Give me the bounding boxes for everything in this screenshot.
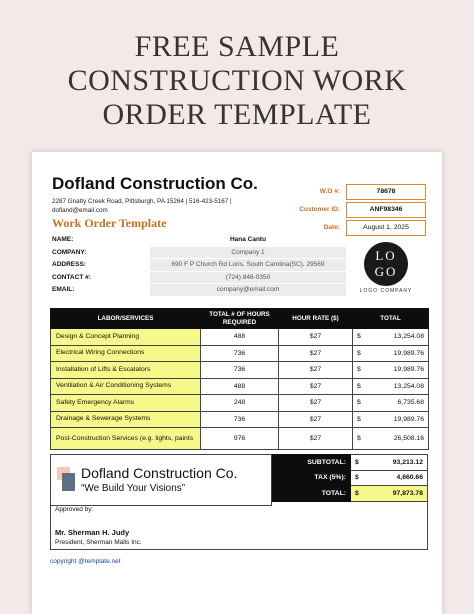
customer-row-email bbox=[52, 284, 348, 297]
table-row bbox=[51, 345, 429, 362]
row-total: 13,254.08 bbox=[393, 382, 424, 390]
column-header: HOUR RATE ($) bbox=[279, 309, 353, 329]
approver-role: President, Sherman Malls Inc. bbox=[55, 539, 142, 546]
customer-row-name bbox=[52, 234, 348, 247]
hours-cell[interactable]: 736 bbox=[201, 345, 279, 362]
subtotal-value: 93,213.12 bbox=[392, 458, 423, 466]
hours-cell[interactable]: 976 bbox=[201, 428, 279, 450]
field-label: CONTACT #: bbox=[52, 273, 91, 281]
meta-row-wo bbox=[292, 184, 426, 200]
field-label: EMAIL: bbox=[52, 286, 75, 293]
table-row bbox=[51, 329, 429, 346]
row-total: 26,508.16 bbox=[393, 435, 424, 442]
brand-logo-icon bbox=[57, 467, 77, 493]
company-email: dofland@email.com bbox=[52, 207, 108, 214]
approval-section bbox=[50, 500, 428, 550]
grand-total-label: TOTAL: bbox=[273, 486, 351, 502]
company-address: 2287 Gnatty Creek Road, Pittsburgh, PA 15264 | 516-423-5167 | bbox=[52, 198, 232, 205]
rate-cell[interactable]: $27 bbox=[279, 428, 353, 450]
headline-line-3: ORDER TEMPLATE bbox=[102, 98, 372, 131]
work-order-sheet bbox=[32, 152, 442, 614]
brand-logo-square-slate bbox=[62, 473, 75, 491]
page-headline bbox=[0, 30, 474, 132]
order-meta bbox=[292, 184, 426, 238]
subtotal-cell bbox=[351, 455, 428, 471]
logo-text-top: LO bbox=[375, 248, 397, 263]
customer-name-field[interactable]: Hana Cantu bbox=[150, 234, 346, 247]
total-cell bbox=[353, 362, 429, 379]
total-cell bbox=[353, 378, 429, 395]
grand-total-cell bbox=[351, 486, 428, 502]
meta-label: Date: bbox=[323, 224, 340, 231]
currency-symbol: $ bbox=[355, 474, 359, 482]
service-cell[interactable]: Ventilation & Air Conditioning Systems bbox=[51, 378, 201, 395]
field-label: ADDRESS: bbox=[52, 261, 86, 268]
company-name: Dofland Construction Co. bbox=[52, 174, 258, 193]
approval-label: Approved by: bbox=[55, 506, 94, 513]
currency-symbol: $ bbox=[357, 399, 361, 407]
total-cell bbox=[353, 428, 429, 450]
customer-contact-field[interactable]: (724) 846-0350 bbox=[150, 272, 346, 285]
total-cell bbox=[353, 395, 429, 412]
row-total: 19,989.76 bbox=[393, 366, 424, 374]
summary-table bbox=[272, 454, 428, 502]
currency-symbol: $ bbox=[357, 435, 361, 442]
field-label: COMPANY: bbox=[52, 248, 87, 256]
currency-symbol: $ bbox=[355, 458, 359, 466]
service-cell[interactable]: Electrical Wiring Connections bbox=[51, 345, 201, 362]
approver-name: Mr. Sherman H. Judy bbox=[55, 528, 130, 537]
currency-symbol: $ bbox=[357, 366, 361, 374]
date-field[interactable]: August 1, 2025 bbox=[346, 220, 426, 236]
customer-row-address bbox=[52, 259, 348, 272]
hours-cell[interactable]: 488 bbox=[201, 329, 279, 346]
currency-symbol: $ bbox=[357, 415, 361, 423]
wo-number-field[interactable]: 78678 bbox=[346, 184, 426, 200]
brand-tagline: “We Build Your Visions” bbox=[81, 483, 186, 494]
currency-symbol: $ bbox=[357, 349, 361, 357]
hours-cell[interactable]: 736 bbox=[201, 362, 279, 379]
tax-label: TAX (5%): bbox=[273, 470, 351, 486]
tax-value: 4,660.66 bbox=[396, 474, 423, 482]
rate-cell[interactable]: $27 bbox=[279, 411, 353, 428]
row-total: 19,989.76 bbox=[393, 415, 424, 423]
column-header: LABOR/SERVICES bbox=[51, 309, 201, 329]
grand-total-value: 97,873.78 bbox=[392, 489, 423, 497]
meta-label: W.O #: bbox=[319, 188, 340, 195]
service-cell[interactable]: Drainage & Sewerage Systems bbox=[51, 411, 201, 428]
customer-id-field[interactable]: ANF98346 bbox=[346, 202, 426, 218]
table-row bbox=[51, 428, 429, 450]
customer-row-company bbox=[52, 247, 348, 260]
currency-symbol: $ bbox=[357, 382, 361, 390]
table-row bbox=[51, 362, 429, 379]
customer-info bbox=[52, 234, 348, 297]
logo-caption: LOGO COMPANY bbox=[359, 288, 413, 294]
rate-cell[interactable]: $27 bbox=[279, 345, 353, 362]
row-total: 13,254.08 bbox=[393, 333, 424, 341]
brand-box bbox=[50, 454, 272, 506]
customer-address-field[interactable]: 690 F P Church Rd Loris, South Carolina(SC), 29569 bbox=[150, 259, 346, 272]
table-row bbox=[51, 395, 429, 412]
table-row bbox=[51, 411, 429, 428]
rate-cell[interactable]: $27 bbox=[279, 362, 353, 379]
total-cell bbox=[353, 411, 429, 428]
service-cell[interactable]: Design & Concept Planning bbox=[51, 329, 201, 346]
brand-name: Dofland Construction Co. bbox=[81, 465, 238, 481]
customer-company-field[interactable]: Company 1 bbox=[150, 247, 346, 260]
hours-cell[interactable]: 248 bbox=[201, 395, 279, 412]
headline-line-1: FREE SAMPLE bbox=[134, 30, 340, 63]
service-cell[interactable]: Safety Emergency Alarms bbox=[51, 395, 201, 412]
rate-cell[interactable]: $27 bbox=[279, 329, 353, 346]
currency-symbol: $ bbox=[355, 489, 359, 497]
rate-cell[interactable]: $27 bbox=[279, 378, 353, 395]
customer-row-contact bbox=[52, 272, 348, 285]
headline-line-2: CONSTRUCTION WORK bbox=[67, 64, 407, 97]
table-row bbox=[51, 378, 429, 395]
subtotal-row bbox=[273, 455, 428, 471]
total-cell bbox=[353, 345, 429, 362]
copyright-link[interactable]: copyright @template.net bbox=[50, 558, 121, 565]
meta-label: Customer ID: bbox=[299, 206, 340, 213]
rate-cell[interactable]: $27 bbox=[279, 395, 353, 412]
hours-cell[interactable]: 488 bbox=[201, 378, 279, 395]
currency-symbol: $ bbox=[357, 333, 361, 341]
table-header-row bbox=[51, 309, 429, 329]
tax-row bbox=[273, 470, 428, 486]
logo-placeholder bbox=[364, 242, 408, 286]
hours-cell[interactable]: 736 bbox=[201, 411, 279, 428]
logo-text-bottom: GO bbox=[374, 264, 398, 279]
tax-cell bbox=[351, 470, 428, 486]
column-header: TOTAL # OF HOURS REQUIRED bbox=[201, 309, 279, 329]
document-title: Work Order Template bbox=[52, 216, 167, 230]
services-table bbox=[50, 308, 429, 450]
subtotal-label: SUBTOTAL: bbox=[273, 455, 351, 471]
service-cell[interactable]: Post-Construction Services (e.g. lights, paints bbox=[51, 428, 201, 450]
grand-total-row bbox=[273, 486, 428, 502]
row-total: 19,989.76 bbox=[393, 349, 424, 357]
customer-email-field[interactable]: company@email.com bbox=[150, 284, 346, 297]
meta-row-customer-id bbox=[292, 202, 426, 218]
service-cell[interactable]: Installation of Lifts & Escalators bbox=[51, 362, 201, 379]
total-cell bbox=[353, 329, 429, 346]
row-total: 6,735.68 bbox=[397, 399, 424, 407]
field-label: NAME: bbox=[52, 236, 74, 243]
column-header: TOTAL bbox=[353, 309, 429, 329]
